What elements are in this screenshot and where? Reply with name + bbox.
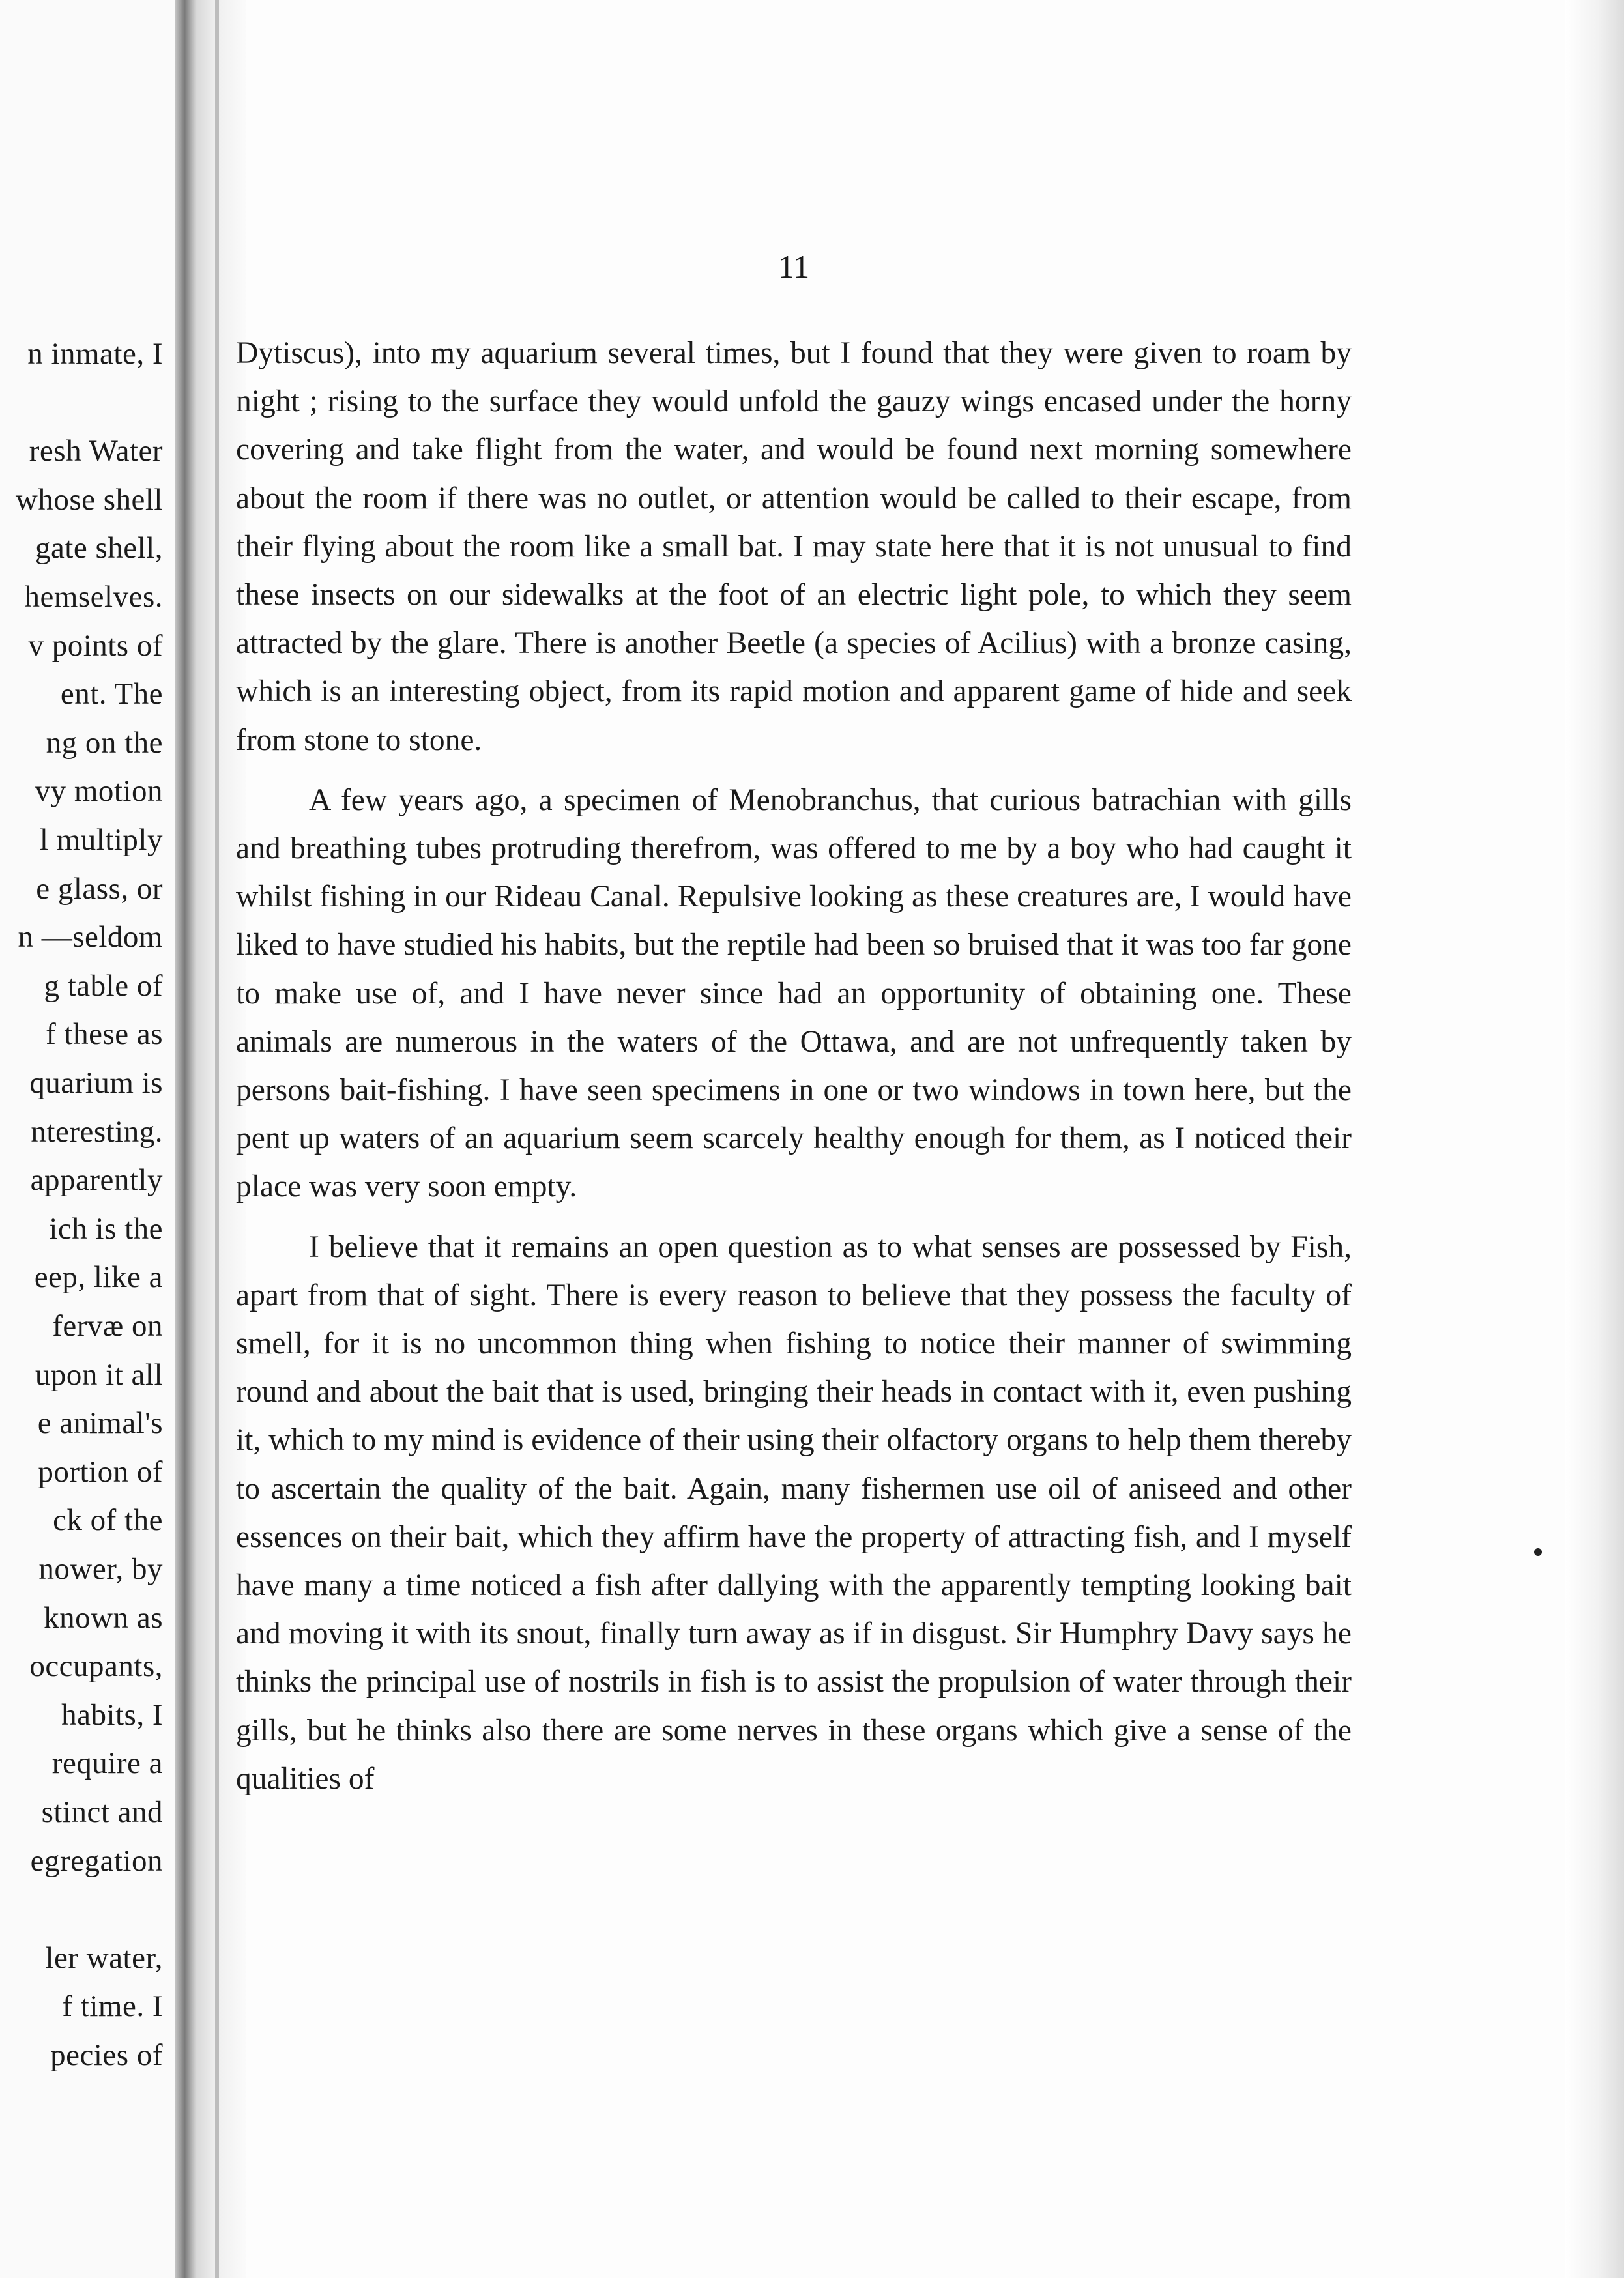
facing-page-line: upon it all — [35, 1357, 163, 1392]
paragraph-fish-senses: I believe that it remains an open question as to what senses are possessed by Fish, apart from that of sight. There is every reason to believe that they possess the faculty of smell, for it is no uncommon thing when fishing to notice their manner of swimming round and about the bait that is used, bringing their heads in contact with it, even pushing it, which to my mind is evidence of their using their olfactory organs to help them thereby to ascertain the quality of the bait. Again, many fishermen use oil of aniseed and other essences on their bait, which they affirm have the property of attracting fish, and I myself have many a time noticed a fish after dallying with the apparently tempting looking bait and moving it with its snout, finally turn away as if in disgust. Sir Humphry Davy says he thinks the principal use of nostrils in fish is to assist the propulsion of water through their gills, but he thinks also there are some nerves in these organs which give a sense of the qualities of — [236, 1230, 1352, 1796]
facing-page-line: nteresting. — [31, 1114, 163, 1149]
facing-page-line: f time. I — [62, 1989, 163, 2024]
facing-page-line: whose shell — [15, 482, 163, 517]
facing-page-line: ck of the — [53, 1503, 163, 1538]
facing-page-line: e animal's — [37, 1406, 163, 1441]
facing-page-line: require a — [51, 1746, 163, 1781]
facing-page-line: known as — [44, 1600, 163, 1635]
facing-page-line: portion of — [38, 1454, 163, 1489]
facing-page-line: n —seldom — [18, 920, 163, 955]
facing-page-line: ng on the — [46, 725, 163, 760]
facing-page-line: hemselves. — [24, 580, 163, 614]
facing-page-line: resh Water — [29, 434, 163, 469]
binding-gutter-line — [215, 0, 219, 2278]
facing-page-line: e glass, or — [36, 871, 163, 906]
facing-page-line: egregation — [30, 1843, 163, 1878]
facing-page-line: nower, by — [38, 1552, 163, 1586]
paragraph-dytiscus: Dytiscus), into my aquarium several times, but I found that they were given to roam by night ; rising to the surface they would unfold the gauzy wings encased under the horny covering and take flight from the water, and would be found next morning somewhere about the room if there was no outlet, or attention would be called to their escape, from their flying about the room like a small bat. I may state here that it is not unusual to find these insects on our sidewalks at the foot of an electric light pole, to which they seem attracted by the glare. There is another Beetle (a species of Acilius) with a bronze casing, which is an interesting object, from its rapid motion and apparent game of hide and seek from stone to stone. — [236, 336, 1352, 757]
facing-page-line: eep, like a — [34, 1260, 163, 1295]
facing-page-line: apparently — [30, 1163, 163, 1198]
facing-page-line: f these as — [46, 1017, 163, 1052]
page-edge-shadow — [1565, 0, 1624, 2278]
facing-page-line: gate shell, — [35, 531, 163, 566]
facing-page-line: pecies of — [50, 2038, 163, 2072]
facing-page-line: vy motion — [35, 774, 163, 809]
paragraph-menobranchus: A few years ago, a specimen of Menobranchus, that curious batrachian with gills and breathing tubes protruding therefrom, was offered to me by a boy who had caught it whilst fishing in our Rideau Canal. Repulsive looking as these creatures are, I would have liked to have studied his habits, but the reptile had been so bruised that it was too far gone to make use of, and I have never since had an opportunity of obtaining one. These animals are numerous in the waters of the Ottawa, and are not unfrequently taken by persons bait-fishing. I have seen specimens in one or two windows in town here, but the pent up waters of an aquarium seem scarcely healthy enough for them, as I noticed their place was very soon empty. — [236, 783, 1352, 1204]
body-text — [236, 329, 1352, 1803]
facing-page-line: stinct and — [41, 1795, 163, 1829]
facing-page-line: v points of — [28, 628, 163, 663]
facing-page-line: g table of — [44, 968, 163, 1003]
page-number: 11 — [778, 248, 810, 285]
facing-page-line: fervæ on — [52, 1309, 163, 1343]
facing-page-line: occupants, — [29, 1649, 163, 1684]
facing-page-line: ent. The — [60, 677, 163, 712]
facing-page-fragment — [0, 0, 196, 2278]
facing-page-line: habits, I — [61, 1697, 163, 1732]
facing-page-line: ler water, — [45, 1940, 163, 1975]
facing-page-line: ich is the — [49, 1211, 163, 1246]
scan-speck — [1534, 1548, 1542, 1556]
facing-page-line: n inmate, I — [27, 337, 163, 371]
facing-page-line: quarium is — [29, 1066, 163, 1100]
facing-page-line: l multiply — [39, 823, 163, 857]
